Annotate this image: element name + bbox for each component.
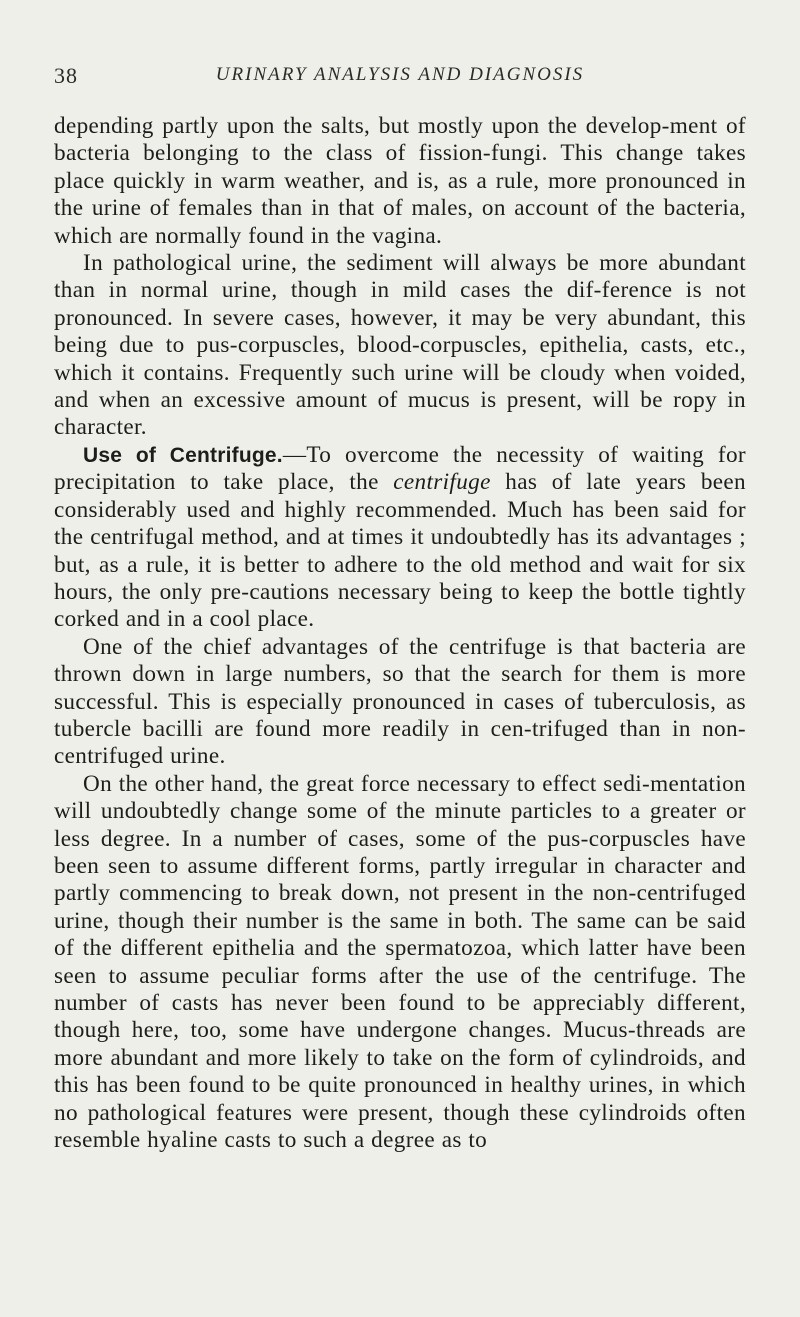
body-text [54,113,746,1154]
paragraph-3-text-before: —To overcome the necessity of waiting for precipitation to take place, the [54,441,746,496]
page-header [54,63,746,93]
paragraph-4: One of the chief advantages of the centrifuge is that bacteria are thrown down in large numbers, so that the search for them is more successful. This is especially pronounced in cases of tuberculosis, as tubercle bacilli are found more readily in cen-trifuged than in non-centrifuged urine. [54,633,746,770]
paragraph-5: On the other hand, the great force necessary to effect sedi-mentation will undoubtedly change some of the minute particles to a greater or less degree. In a number of cases, some of the pus-corpuscles have been seen to assume different forms, partly irregular in character and partly commencing to break down, not present in the non-centrifuged urine, though their number is the same in both. The same can be said of the different epithelia and the spermatozoa, which latter have been seen to assume peculiar forms after the use of the centrifuge. The number of casts has never been found to be appreciably different, though here, too, some have undergone changes. Mucus-threads are more abundant and more likely to take on the form of cylindroids, and this has been found to be quite pronounced in healthy urines, in which no pathological features were present, though these cylindroids often resemble hyaline casts to such a degree as to [54,770,746,1154]
paragraph-3-italic-term: centrifuge [393,469,491,496]
paragraph-3 [54,442,746,634]
page-number: 38 [54,63,78,88]
section-heading: Use of Centrifuge. [83,443,283,467]
paragraph-3-text-after: has of late years been considerably used and highly recommended. Much has been said for the centrifugal method, and at times it undoubtedly has its advantages ; but, as a rule, it is better to adhere to the old method and wait for six hours, the only pre-cautions necessary being to keep the bottle tightly corked and in a cool place. [54,469,746,633]
running-head: URINARY ANALYSIS AND DIAGNOSIS [215,64,585,85]
paragraph-1: depending partly upon the salts, but mostly upon the develop-ment of bacteria belonging to the class of fission-fungi. This change takes place quickly in warm weather, and is, as a rule, more pronounced in the urine of females than in that of males, on account of the bacteria, which are normally found in the vagina. [54,113,746,249]
paragraph-2: In pathological urine, the sediment will always be more abundant than in normal urine, though in mild cases the dif-ference is not pronounced. In severe cases, however, it may be very abundant, this being due to pus-corpuscles, blood-corpuscles, epithelia, casts, etc., which it contains. Frequently such urine will be cloudy when voided, and when an excessive amount of mucus is present, will be ropy in character. [54,250,746,441]
